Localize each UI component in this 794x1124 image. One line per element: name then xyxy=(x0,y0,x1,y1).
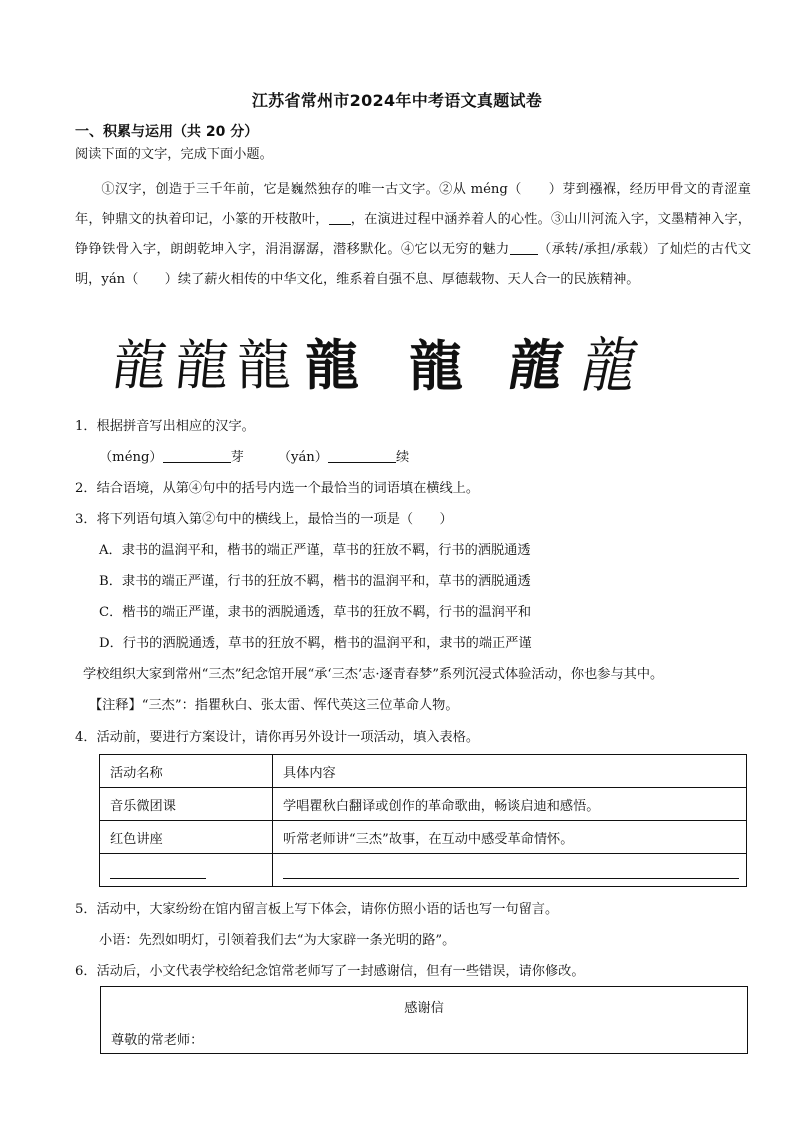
option-b[interactable]: B．隶书的端正严谨，行书的狂放不羁，楷书的温润平和，草书的洒脱通透 xyxy=(99,574,531,589)
letter-salutation: 尊敬的常老师： xyxy=(111,1033,204,1048)
table-header-cell: 活动名称 xyxy=(100,755,273,788)
calligraphy-image xyxy=(108,326,645,406)
passage-part-2: ，在演进过程中涵养着人的心性。③山川河流入字，文墨精神入字，铮铮铁骨入字，朗朗乾坤入字，涓涓潺潺，潜移默化。④它以无穷的魅力 xyxy=(75,212,751,257)
table-cell: 学唱瞿秋白翻译或创作的革命歌曲，畅谈启迪和感悟。 xyxy=(273,788,747,821)
q1-pinyin-meng: （méng） xyxy=(99,450,163,465)
section-heading: 一、积累与运用（共 20 分） xyxy=(75,124,259,140)
question-5-example: 小语：先烈如明灯，引领着我们去“为大家辟一条光明的路”。 xyxy=(99,933,456,948)
table-header-cell: 具体内容 xyxy=(273,755,747,788)
q1-suffix-ya: 芽 xyxy=(230,450,244,465)
question-1-answers xyxy=(99,451,409,464)
option-a[interactable]: A．隶书的温润平和，楷书的端正严谨，草书的狂放不羁，行书的洒脱通透 xyxy=(99,543,531,558)
thank-you-letter-box xyxy=(100,986,748,1054)
dragon-glyph-seal: 龍 xyxy=(237,334,291,397)
dragon-glyph-oracle-2: 龍 xyxy=(171,334,233,397)
q1-suffix-xu: 续 xyxy=(396,450,410,465)
question-1-stem: 1．根据拼音写出相应的汉字。 xyxy=(75,419,255,434)
reading-instruction: 阅读下面的文字，完成下面小题。 xyxy=(75,147,273,162)
passage-blank-2 xyxy=(329,224,351,225)
question-4-stem: 4．活动前，要进行方案设计，请你再另外设计一项活动，填入表格。 xyxy=(75,730,480,745)
dragon-glyph-running: 龍 xyxy=(503,334,569,397)
activity-intro: 学校组织大家到常州“三杰”纪念馆开展“承‘三杰’志·逐青春梦”系列沉浸式体验活动，你也参与其中。 xyxy=(83,667,664,682)
table-row-answer xyxy=(100,854,747,887)
q1-pinyin-yan: （yán） xyxy=(277,450,328,465)
q1-blank-yan[interactable] xyxy=(328,462,396,463)
dragon-glyph-cursive: 龍 xyxy=(575,330,645,401)
answer-name-cell[interactable] xyxy=(100,854,273,887)
passage-blank-4 xyxy=(510,254,538,255)
activity-note: 【注释】“三杰”：指瞿秋白、张太雷、恽代英这三位革命人物。 xyxy=(89,698,459,713)
question-3-stem: 3．将下列语句填入第②句中的横线上，最恰当的一项是（ ） xyxy=(75,512,453,527)
passage-part-1: ①汉字，创造于三千年前，它是巍然独存的唯一古文字。②从 méng（ ）芽到襁褓，经历甲骨文的青涩童年，钟鼎文的执着印记，小篆的开枝散叶， xyxy=(75,182,751,227)
table-row xyxy=(100,788,747,821)
table-cell: 听常老师讲“三杰”故事，在互动中感受革命情怀。 xyxy=(273,821,747,854)
page-title: 江苏省常州市2024年中考语文真题试卷 xyxy=(251,91,543,110)
reading-passage xyxy=(75,175,751,295)
option-d[interactable]: D．行书的洒脱通透，草书的狂放不羁，楷书的温润平和，隶书的端正严谨 xyxy=(99,636,532,651)
answer-content-blank[interactable] xyxy=(283,878,739,879)
passage-part-3: （承转/承担/承载）了灿烂的古代文明，yán（ ）续了薪火相传的中华文化，维系着自强不息、厚德载物、天人合一的民族精神。 xyxy=(75,242,752,287)
question-2-stem: 2．结合语境，从第④句中的括号内选一个最恰当的词语填在横线上。 xyxy=(75,481,480,496)
table-header-row xyxy=(100,755,747,788)
question-6-stem: 6．活动后，小文代表学校给纪念馆常老师写了一封感谢信，但有一些错误，请你修改。 xyxy=(75,964,585,979)
answer-content-cell[interactable] xyxy=(273,854,747,887)
option-c[interactable]: C．楷书的端正严谨，隶书的洒脱通透，草书的狂放不羁，行书的温润平和 xyxy=(99,605,532,620)
question-5-stem: 5．活动中，大家纷纷在馆内留言板上写下体会，请你仿照小语的话也写一句留言。 xyxy=(75,902,559,917)
table-row xyxy=(100,821,747,854)
table-cell: 红色讲座 xyxy=(100,821,273,854)
q1-blank-meng[interactable] xyxy=(163,462,231,463)
table-cell: 音乐微团课 xyxy=(100,788,273,821)
answer-name-blank[interactable] xyxy=(110,878,206,879)
letter-title: 感谢信 xyxy=(404,1001,444,1016)
activity-plan-table xyxy=(99,754,747,887)
dragon-glyph-clerical: 龍 xyxy=(305,334,359,397)
dragon-glyph-regular: 龍 xyxy=(409,334,463,398)
dragon-glyph-oracle-1: 龍 xyxy=(108,334,172,397)
